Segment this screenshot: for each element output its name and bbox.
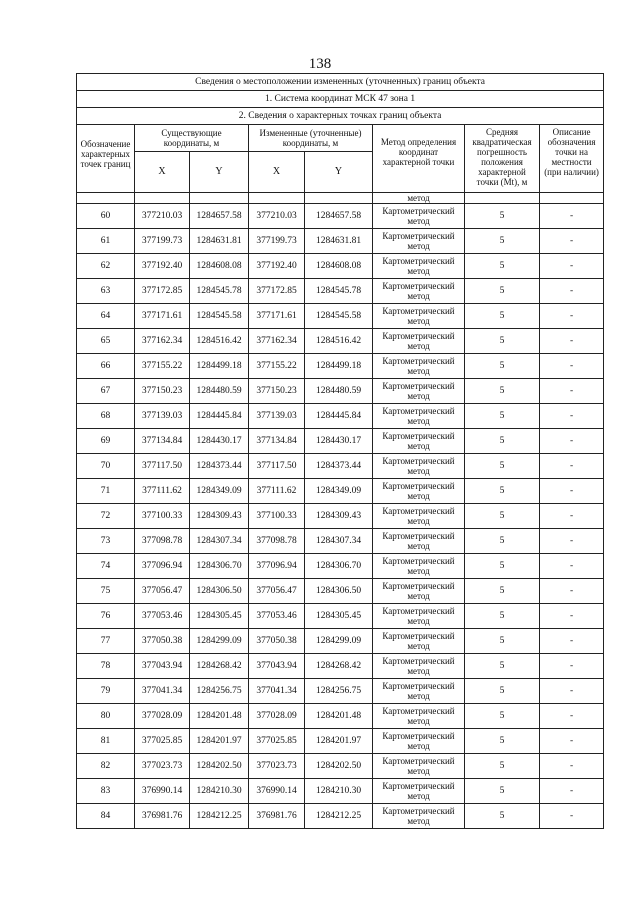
cell-changed-y: 1284306.50 xyxy=(305,579,373,604)
cell-point-id: 84 xyxy=(77,804,135,829)
cell-existing-y: 1284309.43 xyxy=(190,504,249,529)
cell-point-id: 63 xyxy=(77,279,135,304)
cell-mt: 5 xyxy=(465,579,540,604)
cell-changed-y: 1284516.42 xyxy=(305,329,373,354)
cell-description: - xyxy=(540,554,604,579)
cell-mt: 5 xyxy=(465,529,540,554)
cell-changed-x: 377023.73 xyxy=(249,754,305,779)
header-tail-cell xyxy=(77,193,135,204)
cell-point-id: 76 xyxy=(77,604,135,629)
cell-existing-x: 377134.84 xyxy=(135,429,190,454)
cell-description: - xyxy=(540,204,604,229)
cell-changed-y: 1284608.08 xyxy=(305,254,373,279)
cell-description: - xyxy=(540,479,604,504)
cell-method: Картометрический метод xyxy=(373,304,465,329)
cell-mt: 5 xyxy=(465,654,540,679)
cell-method: Картометрический метод xyxy=(373,779,465,804)
cell-existing-x: 377210.03 xyxy=(135,204,190,229)
cell-point-id: 67 xyxy=(77,379,135,404)
cell-changed-x: 377111.62 xyxy=(249,479,305,504)
cell-method: Картометрический метод xyxy=(373,729,465,754)
cell-mt: 5 xyxy=(465,354,540,379)
cell-existing-y: 1284480.59 xyxy=(190,379,249,404)
cell-existing-y: 1284306.70 xyxy=(190,554,249,579)
cell-method: Картометрический метод xyxy=(373,479,465,504)
cell-existing-x: 376981.76 xyxy=(135,804,190,829)
table-row xyxy=(77,554,604,579)
cell-point-id: 73 xyxy=(77,529,135,554)
cell-point-id: 65 xyxy=(77,329,135,354)
cell-method: Картометрический метод xyxy=(373,804,465,829)
cell-mt: 5 xyxy=(465,404,540,429)
cell-point-id: 81 xyxy=(77,729,135,754)
cell-existing-x: 377023.73 xyxy=(135,754,190,779)
cell-changed-x: 377139.03 xyxy=(249,404,305,429)
cell-description: - xyxy=(540,579,604,604)
table-row xyxy=(77,629,604,654)
cell-method: Картометрический метод xyxy=(373,654,465,679)
cell-method: Картометрический метод xyxy=(373,454,465,479)
table-row xyxy=(77,679,604,704)
col-header-existing-y: Y xyxy=(190,152,249,193)
table-row xyxy=(77,779,604,804)
col-header-method: Метод определения координат характерной точки xyxy=(373,125,465,193)
cell-description: - xyxy=(540,729,604,754)
cell-existing-y: 1284305.45 xyxy=(190,604,249,629)
cell-mt: 5 xyxy=(465,729,540,754)
cell-method: Картометрический метод xyxy=(373,279,465,304)
cell-method: Картометрический метод xyxy=(373,204,465,229)
cell-changed-x: 377134.84 xyxy=(249,429,305,454)
cell-method: Картометрический метод xyxy=(373,629,465,654)
cell-existing-y: 1284202.50 xyxy=(190,754,249,779)
cell-mt: 5 xyxy=(465,329,540,354)
cell-changed-x: 377199.73 xyxy=(249,229,305,254)
header-tail-cell xyxy=(190,193,249,204)
cell-mt: 5 xyxy=(465,704,540,729)
table-row xyxy=(77,804,604,829)
table-row xyxy=(77,304,604,329)
cell-existing-x: 377041.34 xyxy=(135,679,190,704)
table-row xyxy=(77,654,604,679)
cell-point-id: 78 xyxy=(77,654,135,679)
cell-changed-x: 377117.50 xyxy=(249,454,305,479)
cell-changed-x: 377056.47 xyxy=(249,579,305,604)
cell-method: Картометрический метод xyxy=(373,229,465,254)
cell-description: - xyxy=(540,704,604,729)
cell-existing-x: 377199.73 xyxy=(135,229,190,254)
table-row xyxy=(77,604,604,629)
cell-changed-x: 377041.34 xyxy=(249,679,305,704)
cell-method: Картометрический метод xyxy=(373,354,465,379)
cell-changed-y: 1284305.45 xyxy=(305,604,373,629)
cell-existing-y: 1284657.58 xyxy=(190,204,249,229)
table-row xyxy=(77,379,604,404)
header-tail-cell xyxy=(135,193,190,204)
cell-description: - xyxy=(540,629,604,654)
table-row xyxy=(77,729,604,754)
table-row xyxy=(77,229,604,254)
cell-description: - xyxy=(540,654,604,679)
cell-existing-y: 1284445.84 xyxy=(190,404,249,429)
col-header-changed-x: X xyxy=(249,152,305,193)
cell-existing-x: 377053.46 xyxy=(135,604,190,629)
cell-description: - xyxy=(540,279,604,304)
cell-existing-x: 377100.33 xyxy=(135,504,190,529)
cell-description: - xyxy=(540,804,604,829)
cell-changed-x: 377096.94 xyxy=(249,554,305,579)
cell-changed-x: 377155.22 xyxy=(249,354,305,379)
cell-point-id: 74 xyxy=(77,554,135,579)
cell-changed-y: 1284499.18 xyxy=(305,354,373,379)
cell-changed-x: 377171.61 xyxy=(249,304,305,329)
cell-changed-x: 377162.34 xyxy=(249,329,305,354)
cell-point-id: 69 xyxy=(77,429,135,454)
cell-mt: 5 xyxy=(465,504,540,529)
cell-changed-y: 1284657.58 xyxy=(305,204,373,229)
cell-point-id: 68 xyxy=(77,404,135,429)
cell-point-id: 71 xyxy=(77,479,135,504)
cell-method: Картометрический метод xyxy=(373,554,465,579)
cell-changed-x: 377028.09 xyxy=(249,704,305,729)
cell-changed-x: 376990.14 xyxy=(249,779,305,804)
cell-changed-x: 377150.23 xyxy=(249,379,305,404)
section-title-row: 2. Сведения о характерных точках границ объекта xyxy=(77,108,604,125)
cell-changed-y: 1284480.59 xyxy=(305,379,373,404)
page-number: 138 xyxy=(308,56,332,72)
cell-existing-x: 377162.34 xyxy=(135,329,190,354)
cell-changed-y: 1284430.17 xyxy=(305,429,373,454)
cell-description: - xyxy=(540,329,604,354)
cell-changed-x: 377172.85 xyxy=(249,279,305,304)
cell-description: - xyxy=(540,454,604,479)
cell-description: - xyxy=(540,429,604,454)
cell-changed-x: 377050.38 xyxy=(249,629,305,654)
cell-existing-x: 377155.22 xyxy=(135,354,190,379)
table-row xyxy=(77,329,604,354)
cell-existing-y: 1284373.44 xyxy=(190,454,249,479)
cell-existing-y: 1284307.34 xyxy=(190,529,249,554)
cell-changed-x: 377210.03 xyxy=(249,204,305,229)
cell-description: - xyxy=(540,679,604,704)
cell-changed-y: 1284545.78 xyxy=(305,279,373,304)
col-header-method-tail: метод xyxy=(373,193,465,204)
cell-point-id: 77 xyxy=(77,629,135,654)
table-row xyxy=(77,279,604,304)
cell-point-id: 83 xyxy=(77,779,135,804)
cell-existing-x: 377117.50 xyxy=(135,454,190,479)
cell-existing-x: 377098.78 xyxy=(135,529,190,554)
col-header-changed: Измененные (уточненные) координаты, м xyxy=(249,125,373,152)
cell-changed-y: 1284306.70 xyxy=(305,554,373,579)
cell-mt: 5 xyxy=(465,429,540,454)
cell-changed-y: 1284268.42 xyxy=(305,654,373,679)
cell-method: Картометрический метод xyxy=(373,704,465,729)
cell-changed-x: 377025.85 xyxy=(249,729,305,754)
table-row xyxy=(77,204,604,229)
cell-description: - xyxy=(540,254,604,279)
cell-changed-x: 376981.76 xyxy=(249,804,305,829)
cell-existing-y: 1284545.58 xyxy=(190,304,249,329)
cell-description: - xyxy=(540,779,604,804)
table-row xyxy=(77,704,604,729)
cell-existing-x: 377025.85 xyxy=(135,729,190,754)
cell-mt: 5 xyxy=(465,304,540,329)
header-tail-cell xyxy=(540,193,604,204)
cell-existing-x: 377050.38 xyxy=(135,629,190,654)
cell-method: Картометрический метод xyxy=(373,329,465,354)
cell-changed-y: 1284309.43 xyxy=(305,504,373,529)
cell-method: Картометрический метод xyxy=(373,579,465,604)
cell-existing-y: 1284212.25 xyxy=(190,804,249,829)
cell-point-id: 61 xyxy=(77,229,135,254)
cell-mt: 5 xyxy=(465,454,540,479)
cell-point-id: 60 xyxy=(77,204,135,229)
cell-changed-y: 1284631.81 xyxy=(305,229,373,254)
cell-mt: 5 xyxy=(465,779,540,804)
table-title: Сведения о местоположении измененных (уточненных) границ объекта xyxy=(77,74,604,91)
cell-mt: 5 xyxy=(465,629,540,654)
cell-method: Картометрический метод xyxy=(373,254,465,279)
cell-changed-x: 377192.40 xyxy=(249,254,305,279)
cell-mt: 5 xyxy=(465,229,540,254)
table-row xyxy=(77,429,604,454)
table-row xyxy=(77,354,604,379)
table-body xyxy=(77,204,604,829)
header-tail-cell xyxy=(249,193,305,204)
col-header-changed-y: Y xyxy=(305,152,373,193)
cell-existing-y: 1284256.75 xyxy=(190,679,249,704)
coordinate-system-row: 1. Система координат МСК 47 зона 1 xyxy=(77,91,604,108)
cell-existing-x: 377111.62 xyxy=(135,479,190,504)
cell-changed-y: 1284212.25 xyxy=(305,804,373,829)
cell-existing-y: 1284201.97 xyxy=(190,729,249,754)
cell-mt: 5 xyxy=(465,254,540,279)
cell-description: - xyxy=(540,229,604,254)
cell-mt: 5 xyxy=(465,204,540,229)
table-row xyxy=(77,579,604,604)
cell-mt: 5 xyxy=(465,379,540,404)
col-header-existing: Существующие координаты, м xyxy=(135,125,249,152)
cell-changed-y: 1284201.48 xyxy=(305,704,373,729)
boundary-points-table xyxy=(76,73,604,829)
cell-existing-x: 377028.09 xyxy=(135,704,190,729)
cell-point-id: 66 xyxy=(77,354,135,379)
cell-existing-y: 1284210.30 xyxy=(190,779,249,804)
cell-existing-x: 377096.94 xyxy=(135,554,190,579)
cell-existing-y: 1284349.09 xyxy=(190,479,249,504)
cell-point-id: 75 xyxy=(77,579,135,604)
cell-point-id: 70 xyxy=(77,454,135,479)
cell-existing-y: 1284516.42 xyxy=(190,329,249,354)
cell-method: Картометрический метод xyxy=(373,429,465,454)
col-header-error: Средняя квадратическая погрешность положения характерной точки (Mt), м xyxy=(465,125,540,193)
cell-description: - xyxy=(540,354,604,379)
cell-changed-y: 1284373.44 xyxy=(305,454,373,479)
table-row xyxy=(77,479,604,504)
cell-description: - xyxy=(540,404,604,429)
cell-existing-x: 377171.61 xyxy=(135,304,190,329)
table-row xyxy=(77,504,604,529)
table-row xyxy=(77,754,604,779)
header-tail-cell xyxy=(305,193,373,204)
table-row xyxy=(77,404,604,429)
cell-changed-y: 1284256.75 xyxy=(305,679,373,704)
table-row xyxy=(77,454,604,479)
cell-method: Картометрический метод xyxy=(373,529,465,554)
header-tail-cell xyxy=(465,193,540,204)
cell-method: Картометрический метод xyxy=(373,404,465,429)
cell-existing-x: 377043.94 xyxy=(135,654,190,679)
cell-changed-y: 1284307.34 xyxy=(305,529,373,554)
cell-existing-y: 1284499.18 xyxy=(190,354,249,379)
cell-mt: 5 xyxy=(465,754,540,779)
cell-changed-y: 1284210.30 xyxy=(305,779,373,804)
col-header-description: Описание обозначения точки на местности (при наличии) xyxy=(540,125,604,193)
cell-method: Картометрический метод xyxy=(373,679,465,704)
cell-point-id: 62 xyxy=(77,254,135,279)
cell-changed-y: 1284545.58 xyxy=(305,304,373,329)
cell-description: - xyxy=(540,379,604,404)
cell-changed-y: 1284445.84 xyxy=(305,404,373,429)
cell-mt: 5 xyxy=(465,804,540,829)
cell-mt: 5 xyxy=(465,479,540,504)
cell-changed-x: 377053.46 xyxy=(249,604,305,629)
cell-point-id: 64 xyxy=(77,304,135,329)
col-header-existing-x: X xyxy=(135,152,190,193)
cell-mt: 5 xyxy=(465,604,540,629)
cell-existing-x: 376990.14 xyxy=(135,779,190,804)
cell-existing-x: 377056.47 xyxy=(135,579,190,604)
cell-mt: 5 xyxy=(465,279,540,304)
cell-method: Картометрический метод xyxy=(373,604,465,629)
cell-existing-x: 377150.23 xyxy=(135,379,190,404)
cell-description: - xyxy=(540,304,604,329)
cell-existing-x: 377192.40 xyxy=(135,254,190,279)
cell-mt: 5 xyxy=(465,554,540,579)
cell-description: - xyxy=(540,604,604,629)
cell-changed-y: 1284202.50 xyxy=(305,754,373,779)
table-header xyxy=(77,74,604,204)
cell-existing-y: 1284545.78 xyxy=(190,279,249,304)
cell-existing-x: 377172.85 xyxy=(135,279,190,304)
cell-mt: 5 xyxy=(465,679,540,704)
cell-method: Картометрический метод xyxy=(373,754,465,779)
cell-existing-y: 1284299.09 xyxy=(190,629,249,654)
col-header-point: Обозначение характерных точек границ xyxy=(77,125,135,193)
cell-changed-y: 1284349.09 xyxy=(305,479,373,504)
cell-changed-x: 377100.33 xyxy=(249,504,305,529)
cell-description: - xyxy=(540,754,604,779)
cell-method: Картометрический метод xyxy=(373,379,465,404)
cell-changed-x: 377043.94 xyxy=(249,654,305,679)
cell-point-id: 80 xyxy=(77,704,135,729)
cell-existing-y: 1284268.42 xyxy=(190,654,249,679)
table-row xyxy=(77,254,604,279)
table-row xyxy=(77,529,604,554)
cell-point-id: 82 xyxy=(77,754,135,779)
cell-existing-y: 1284631.81 xyxy=(190,229,249,254)
cell-description: - xyxy=(540,529,604,554)
cell-point-id: 72 xyxy=(77,504,135,529)
cell-changed-x: 377098.78 xyxy=(249,529,305,554)
cell-existing-y: 1284608.08 xyxy=(190,254,249,279)
cell-existing-y: 1284201.48 xyxy=(190,704,249,729)
cell-point-id: 79 xyxy=(77,679,135,704)
cell-existing-y: 1284306.50 xyxy=(190,579,249,604)
cell-description: - xyxy=(540,504,604,529)
cell-changed-y: 1284299.09 xyxy=(305,629,373,654)
cell-changed-y: 1284201.97 xyxy=(305,729,373,754)
cell-existing-y: 1284430.17 xyxy=(190,429,249,454)
cell-method: Картометрический метод xyxy=(373,504,465,529)
cell-existing-x: 377139.03 xyxy=(135,404,190,429)
